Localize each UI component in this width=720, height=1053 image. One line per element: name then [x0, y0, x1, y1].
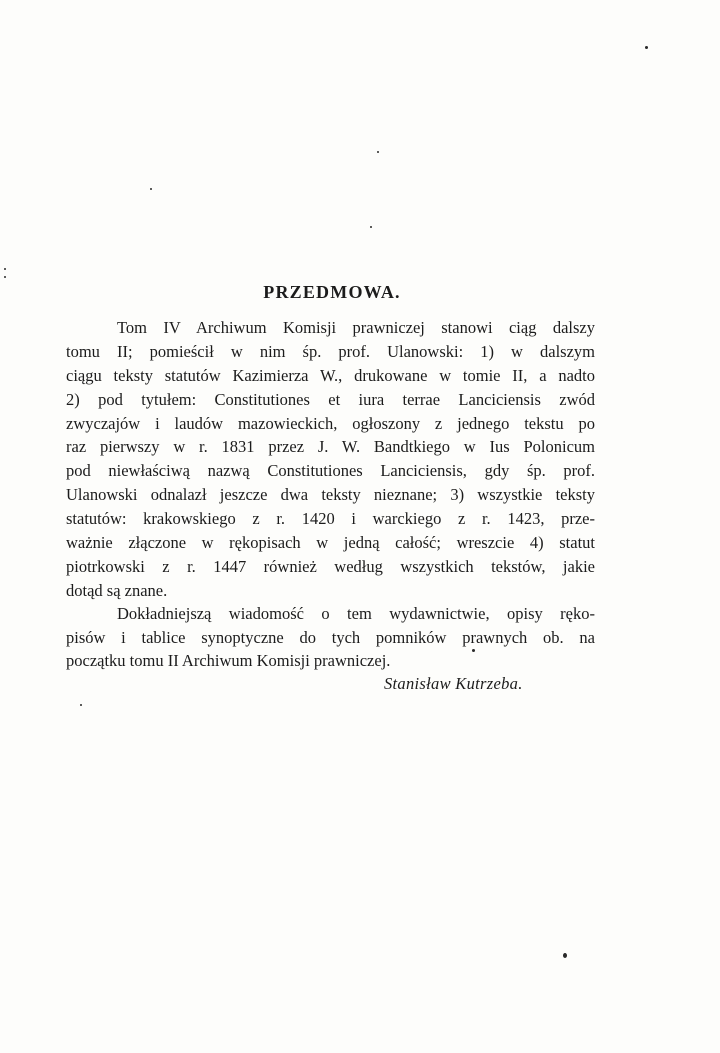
- scan-speck: [4, 268, 6, 270]
- scan-speck: [563, 953, 567, 958]
- text-line: ciągu teksty statutów Kazimierza W., drukowane w tomie II, a nadto: [66, 366, 595, 385]
- scan-speck: [472, 649, 475, 652]
- text-line: Tom IV Archiwum Komisji prawniczej stanowi ciąg dalszy: [117, 318, 595, 337]
- text-line: Dokładniejszą wiadomość o tem wydawnictwie, opisy ręko-: [117, 604, 595, 623]
- text-line: statutów: krakowskiego z r. 1420 i warckiego z r. 1423, prze-: [66, 509, 595, 528]
- text-line: raz pierwszy w r. 1831 przez J. W. Bandtkiego w Ius Polonicum: [66, 437, 595, 456]
- text-line: zwyczajów i laudów mazowieckich, ogłoszony z jednego tekstu po: [66, 414, 595, 433]
- text-line: dotąd są znane.: [66, 581, 168, 600]
- scan-speck: [370, 226, 372, 228]
- text-line: ważnie złączone w rękopisach w jedną całość; wreszcie 4) statut: [66, 533, 595, 552]
- text-line: Ulanowski odnalazł jeszcze dwa teksty nieznane; 3) wszystkie teksty: [66, 485, 595, 504]
- scan-speck: [150, 188, 152, 190]
- author-signature: Stanisław Kutrzeba.: [384, 674, 523, 693]
- page-title: PRZEDMOWA.: [263, 282, 401, 302]
- scan-speck: [377, 151, 379, 153]
- text-line: piotrkowski z r. 1447 również według wszystkich tekstów, jakie: [66, 557, 595, 576]
- scan-speck: [645, 46, 648, 49]
- text-line: tomu II; pomieścił w nim śp. prof. Ulanowski: 1) w dalszym: [66, 342, 595, 361]
- text-line: pod niewłaściwą nazwą Constitutiones Lanciciensis, gdy śp. prof.: [66, 461, 595, 480]
- text-line: 2) pod tytułem: Constitutiones et iura terrae Lanciciensis zwód: [66, 390, 595, 409]
- scan-speck: [4, 276, 6, 278]
- text-line: początku tomu II Archiwum Komisji prawniczej.: [66, 651, 391, 670]
- scan-speck: [80, 704, 82, 706]
- text-line: pisów i tablice synoptyczne do tych pomników prawnych ob. na: [66, 628, 595, 647]
